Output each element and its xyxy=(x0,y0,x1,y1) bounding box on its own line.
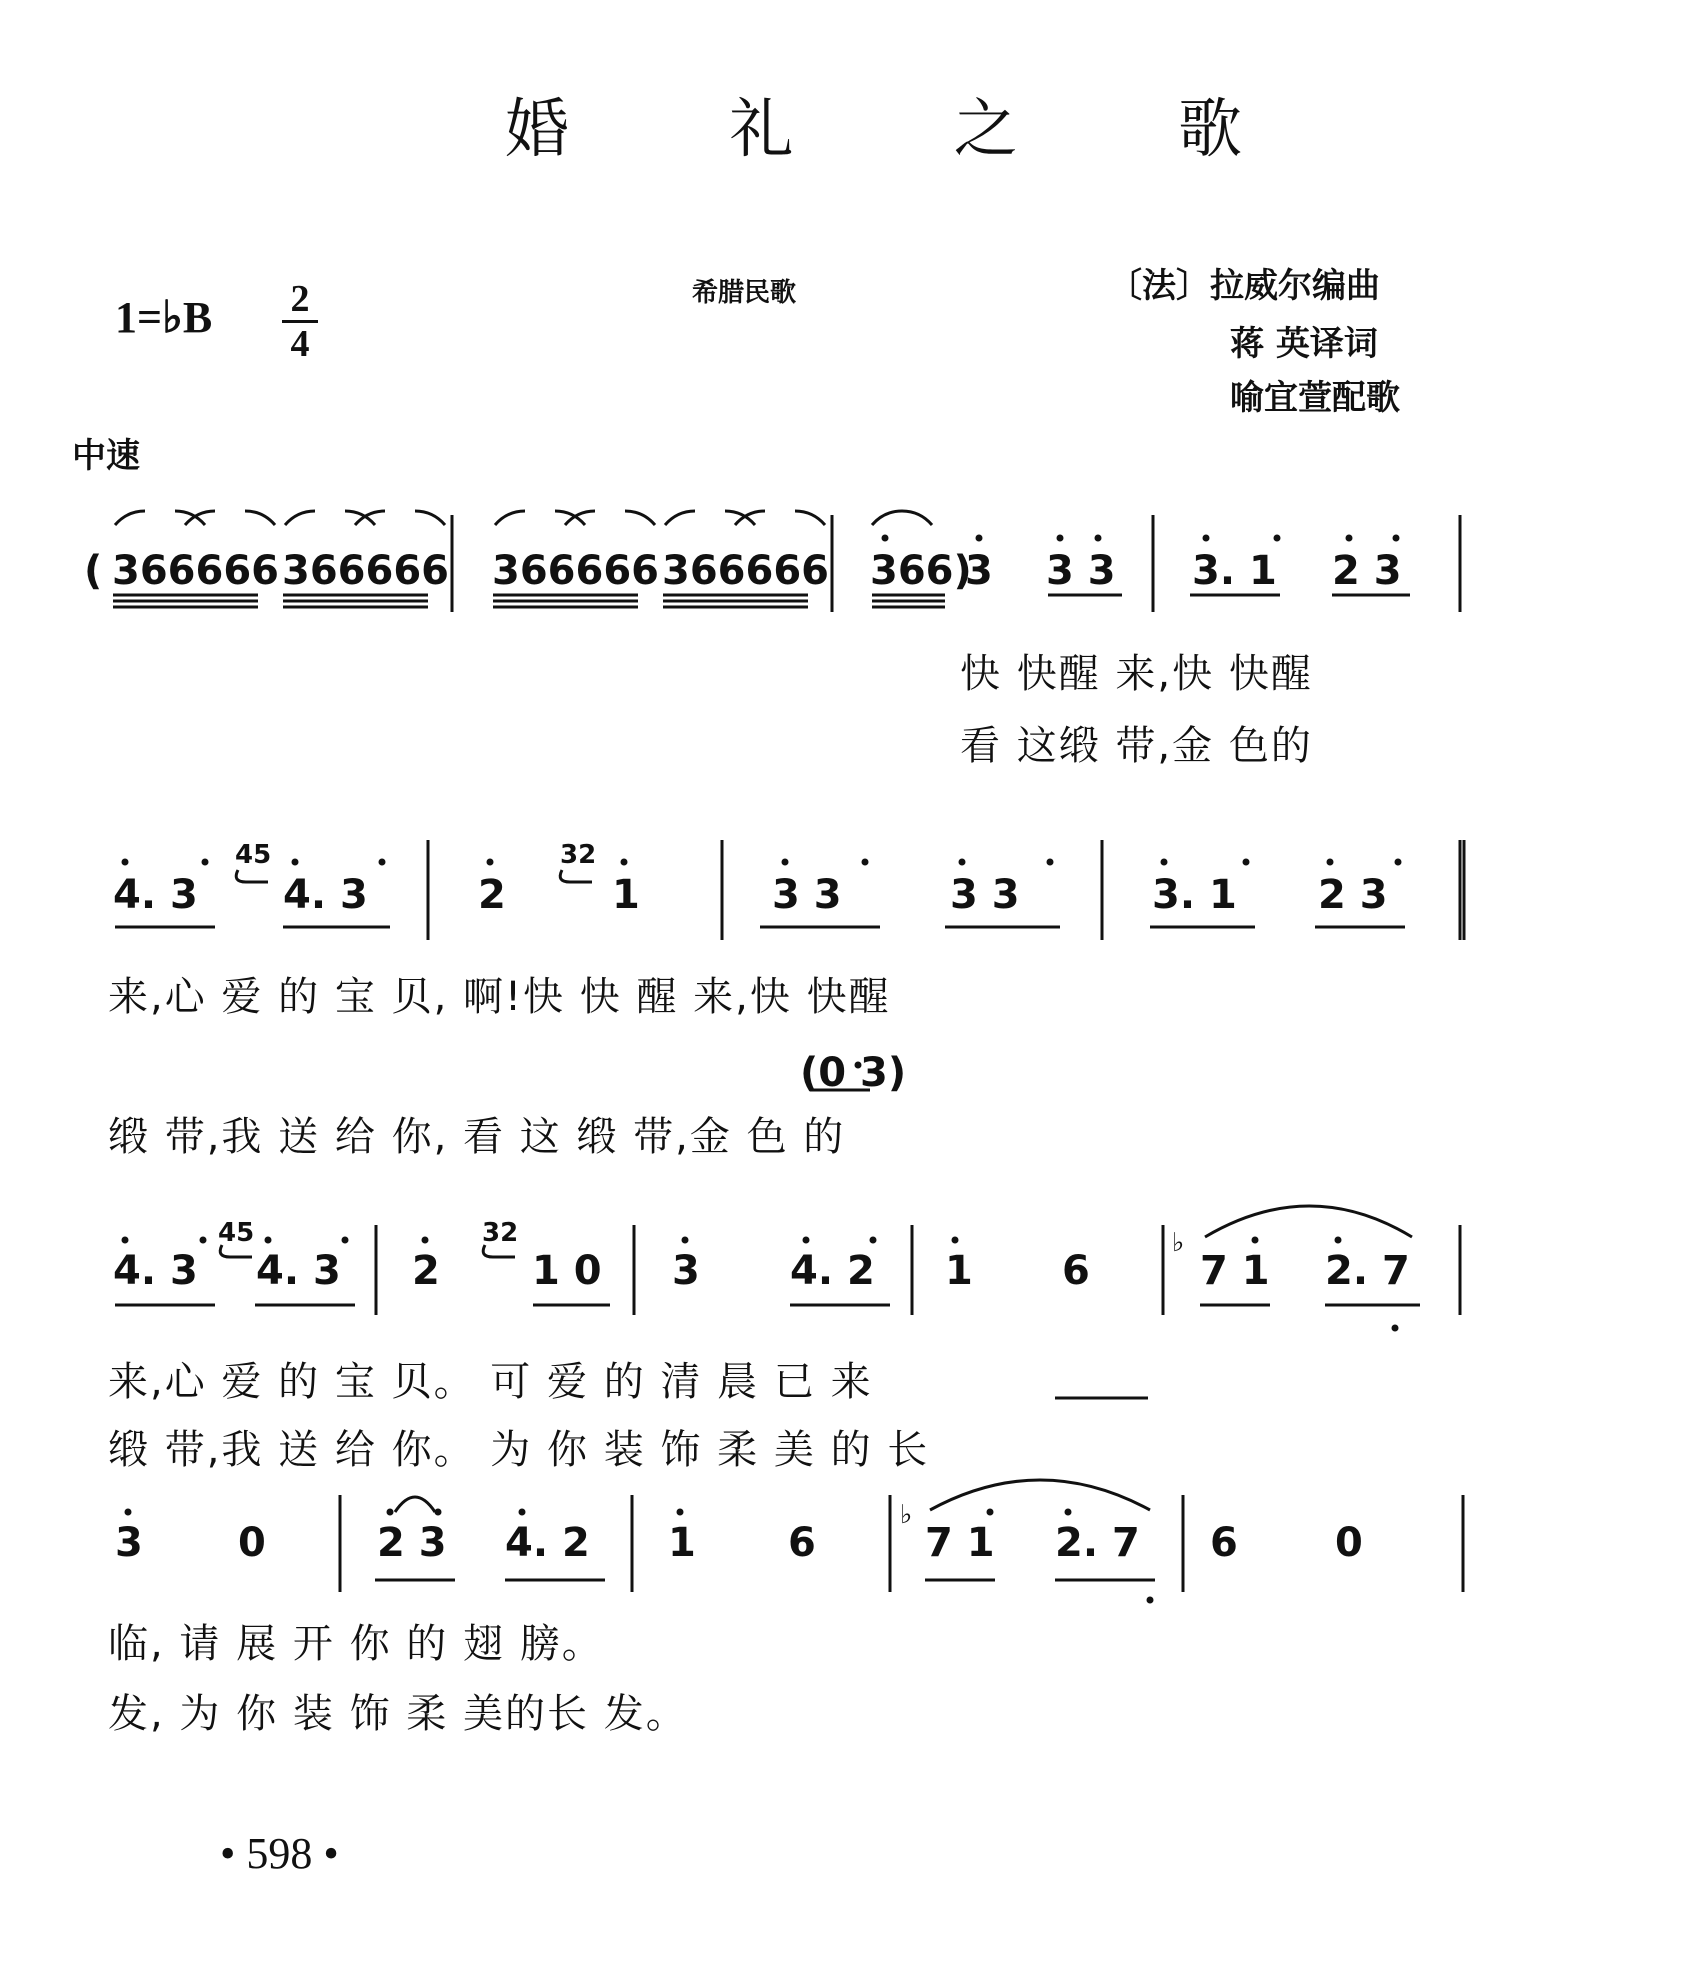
note-group: 3 3 xyxy=(772,872,842,918)
note-group: 366666 xyxy=(662,548,829,594)
note-group: 4. 3 xyxy=(113,1248,198,1294)
note-group: 366666 xyxy=(112,548,279,594)
credit-adapter: 喻宜萱配歌 xyxy=(1230,378,1400,418)
note-group: 3. 1 xyxy=(1152,872,1237,918)
flat-sign: ♭ xyxy=(1172,1228,1185,1258)
note-group: 7 1 xyxy=(925,1520,995,1566)
song-origin: 希腊民歌 xyxy=(692,278,797,308)
note-group: 1 0 xyxy=(532,1248,602,1294)
note-group: 4. 2 xyxy=(790,1248,875,1294)
lyrics-verse-1: 来,心 爱 的 宝 贝, 啊!快 快 醒 来,快 快醒 xyxy=(108,974,891,1020)
credit-translator: 蒋 英译词 xyxy=(1230,324,1378,364)
note-group: 2 3 xyxy=(377,1520,447,1566)
note: 3 xyxy=(115,1520,143,1566)
note-group: 3 3 xyxy=(1046,548,1116,594)
note-group: 2 3 xyxy=(1318,872,1388,918)
lyrics-verse-2: 缎 带,我 送 给 你, 看 这 缎 带,金 色 的 xyxy=(108,1114,846,1160)
flat-sign: ♭ xyxy=(900,1500,913,1530)
grace-notes: 45 xyxy=(235,840,272,870)
lyrics-verse-2: 缎 带,我 送 给 你。 为 你 装 饰 柔 美 的 长 xyxy=(108,1427,930,1473)
note-group: 4. 3 xyxy=(113,872,198,918)
note-group: 4. 3 xyxy=(256,1248,341,1294)
note-group: 366) xyxy=(870,548,972,594)
tempo-marking: 中速 xyxy=(72,436,140,476)
note-group: 366666 xyxy=(282,548,449,594)
open-paren: ( xyxy=(84,548,103,594)
note-group: 4. 3 xyxy=(283,872,368,918)
note: 6 xyxy=(788,1520,816,1566)
time-signature-bottom: 4 xyxy=(290,323,310,365)
rest: 0 xyxy=(1335,1520,1363,1566)
alternate-notes: (0 3) xyxy=(800,1050,907,1096)
note: 2 xyxy=(478,872,506,918)
note: 1 xyxy=(612,872,640,918)
note-group: 3 3 xyxy=(950,872,1020,918)
lyrics-verse-1: 来,心 爱 的 宝 贝。 可 爱 的 清 晨 已 来 xyxy=(108,1359,873,1405)
note-group: 2 3 xyxy=(1332,548,1402,594)
rest: 0 xyxy=(238,1520,266,1566)
time-signature-top: 2 xyxy=(290,278,310,320)
lyrics-verse-2: 发, 为 你 装 饰 柔 美的长 发。 xyxy=(108,1691,688,1737)
page-number: • 598 • xyxy=(220,1829,339,1878)
grace-notes: 45 xyxy=(218,1218,255,1248)
credit-arranger: 〔法〕拉威尔编曲 xyxy=(1108,266,1380,306)
note-group: 2. 7 xyxy=(1055,1520,1140,1566)
note-group: 4. 2 xyxy=(505,1520,590,1566)
note: 3 xyxy=(672,1248,700,1294)
note: 6 xyxy=(1210,1520,1238,1566)
grace-notes: 32 xyxy=(560,840,597,870)
note: 1 xyxy=(668,1520,696,1566)
song-title: 婚 礼 之 歌 xyxy=(505,93,1313,167)
note-group: 3. 1 xyxy=(1192,548,1277,594)
note: 6 xyxy=(1062,1248,1090,1294)
note: 2 xyxy=(412,1248,440,1294)
grace-notes: 32 xyxy=(482,1218,519,1248)
note: 3 xyxy=(965,548,993,594)
note-group: 366666 xyxy=(492,548,659,594)
lyrics-verse-2: 看 这缎 带,金 色的 xyxy=(960,723,1313,769)
note-group: 7 1 xyxy=(1200,1248,1270,1294)
note: 1 xyxy=(945,1248,973,1294)
lyrics-verse-1: 临, 请 展 开 你 的 翅 膀。 xyxy=(108,1621,604,1667)
note-group: 2. 7 xyxy=(1325,1248,1410,1294)
lyrics-verse-1: 快 快醒 来,快 快醒 xyxy=(960,651,1313,697)
key-signature: 1=♭B xyxy=(115,293,213,342)
